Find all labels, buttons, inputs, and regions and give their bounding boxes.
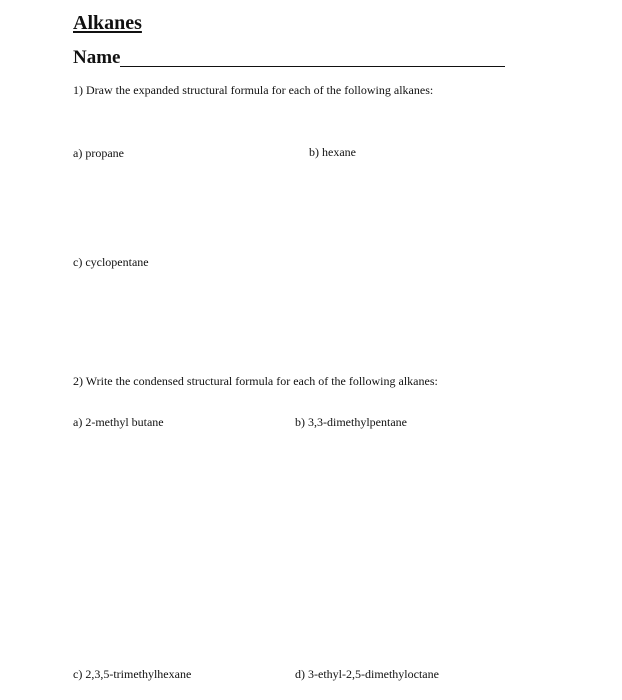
q2-item-d: d) 3-ethyl-2,5-dimethyloctane: [295, 667, 439, 681]
q1-item-b: b) hexane: [309, 145, 356, 159]
q1-item-c: c) cyclopentane: [73, 255, 149, 269]
q1-item-a: a) propane: [73, 146, 124, 160]
q2-item-b: b) 3,3-dimethylpentane: [295, 415, 407, 429]
q2-item-a: a) 2-methyl butane: [73, 415, 164, 429]
name-blank-line: [120, 66, 505, 67]
name-label: Name: [73, 47, 121, 68]
name-field: [73, 46, 505, 70]
question-2-prompt: 2) Write the condensed structural formula for each of the following alkanes:: [73, 374, 438, 388]
q2-item-c: c) 2,3,5-trimethylhexane: [73, 667, 192, 681]
worksheet-title: Alkanes: [73, 12, 142, 34]
question-1-prompt: 1) Draw the expanded structural formula for each of the following alkanes:: [73, 83, 434, 97]
